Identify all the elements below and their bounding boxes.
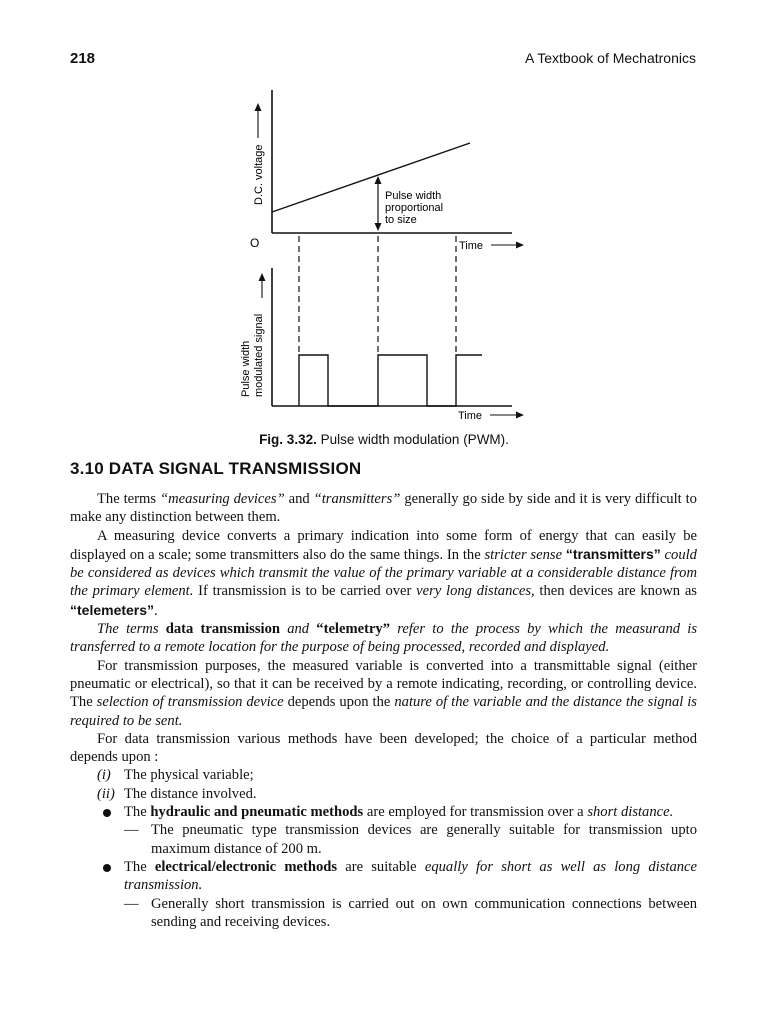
b2-t2: electrical/electronic methods [154, 858, 338, 875]
paragraph-1 [70, 490, 697, 527]
p2-t9: . [154, 602, 158, 619]
body-text [70, 490, 698, 931]
pwm-label-line1: Pulse width [240, 340, 252, 397]
dash-glyph: — [124, 895, 139, 912]
bullet-dot-icon [103, 809, 111, 817]
paragraph-5 [70, 730, 697, 767]
p2-t1: A measuring device converts a primary indication into some form of energy that can easily be displayed on a scale; some transmitters also do the same things. In the [70, 527, 697, 563]
p4-t1: For transmission purposes, the measured variable is converted into a transmittable signal (either pneumatic or electrical), so that it can be received by a remote indicating, recording, or controlling device. The [70, 657, 697, 711]
b2-t3: are suitable [337, 858, 425, 875]
p3-t4: “telemetry” [316, 621, 391, 638]
pulse-note-2: proportional [385, 202, 444, 214]
b2-t4: equally for short as well as long distance transmission. [124, 858, 698, 894]
page-number: 218 [70, 50, 96, 67]
bullet-item-hydraulic [70, 803, 697, 821]
bullet-dot-icon [103, 864, 111, 872]
p3-t5: refer to the process by which the measurand is transferred to a remote location for the purpose of being processed, recorded and displayed. [70, 621, 697, 656]
bullet-list [70, 803, 697, 931]
b1-t2: hydraulic and pneumatic methods [150, 804, 364, 821]
list-item [70, 766, 697, 784]
time-arrow-bottom-head [516, 412, 524, 419]
p4-t4: nature of the variable and the distance the signal is required to be sent. [70, 694, 697, 729]
list-text: The distance involved. [124, 785, 257, 802]
dc-voltage-arrowhead [255, 103, 262, 111]
list-text: The physical variable; [124, 767, 254, 784]
pwm-figure [0, 0, 768, 430]
b1-t1: The [124, 804, 151, 821]
b2-dash-text: Generally short transmission is carried out on own communication connections between sending and receiving devices. [151, 895, 697, 930]
running-header-title: A Textbook of Mechatronics [525, 50, 696, 66]
list-item [70, 785, 697, 803]
origin-label: O [250, 236, 260, 250]
p2-t7: then devices are known as [534, 583, 697, 600]
bullet-item-electrical [70, 858, 697, 895]
time-label-top: Time [459, 240, 484, 252]
paragraphs [70, 490, 697, 766]
dimension-arrow-up [375, 176, 382, 184]
b1-dash-text: The pneumatic type transmission devices are generally suitable for transmission upto maximum distance of 200 m. [151, 822, 697, 857]
caption-number: Fig. 3.32. [259, 432, 317, 447]
p1-t5: generally go side by side and it is very difficult to make any distinction between them. [70, 491, 697, 526]
paragraph-3 [70, 620, 697, 657]
dash-glyph: — [124, 822, 139, 839]
p1-t1: The terms [97, 491, 160, 507]
dc-voltage-label: D.C. voltage [253, 144, 265, 205]
list-label: (ii) [97, 785, 115, 802]
p1-t3: and [284, 491, 314, 507]
dash-item-short-transmission [70, 895, 697, 932]
pulse-note-3: to size [385, 214, 417, 226]
paragraph-2 [70, 527, 697, 620]
dash-item-pneumatic [70, 821, 697, 858]
figure-caption [0, 432, 768, 447]
p2-t8: “telemeters” [70, 601, 155, 618]
p2-t5: If transmission is to be carried over [193, 583, 417, 600]
p1-t2: “measuring devices” [159, 491, 285, 507]
b1-t4: short distance. [587, 804, 674, 821]
p4-t3: depends upon the [283, 694, 395, 711]
caption-text: Pulse width modulation (PWM). [320, 432, 509, 447]
b1-t3: are employed for transmission over a [363, 804, 588, 821]
p3-t1: The terms [97, 621, 166, 638]
roman-list [70, 766, 697, 803]
p2-t3: “transmitters” [565, 545, 661, 562]
p2-t4: could be considered as devices which transmit the value of the primary variable at a considerable distance from the primary element. [70, 546, 697, 600]
p5-t1: For data transmission various methods have been developed; the choice of a particular method depends upon : [70, 730, 697, 766]
pwm-pulse-train [299, 355, 482, 406]
b2-t1: The [124, 858, 155, 875]
dimension-arrow-down [375, 223, 382, 231]
p2-t6: very long distances, [416, 583, 535, 600]
p3-t2: data transmission [165, 621, 280, 638]
time-label-bottom: Time [458, 410, 483, 422]
list-label: (i) [97, 767, 111, 784]
p4-t2: selection of transmission device [96, 694, 284, 711]
pwm-arrowhead [259, 273, 266, 281]
p3-t3: and [279, 621, 317, 638]
p2-t2: stricter sense [484, 546, 566, 563]
pwm-label-line2: modulated signal [253, 313, 265, 397]
section-heading: 3.10 DATA SIGNAL TRANSMISSION [70, 459, 362, 478]
paragraph-4 [70, 657, 697, 730]
time-arrow-top-head [516, 242, 524, 249]
pulse-note-1: Pulse width [385, 190, 442, 202]
p1-t4: “transmitters” [313, 491, 401, 507]
